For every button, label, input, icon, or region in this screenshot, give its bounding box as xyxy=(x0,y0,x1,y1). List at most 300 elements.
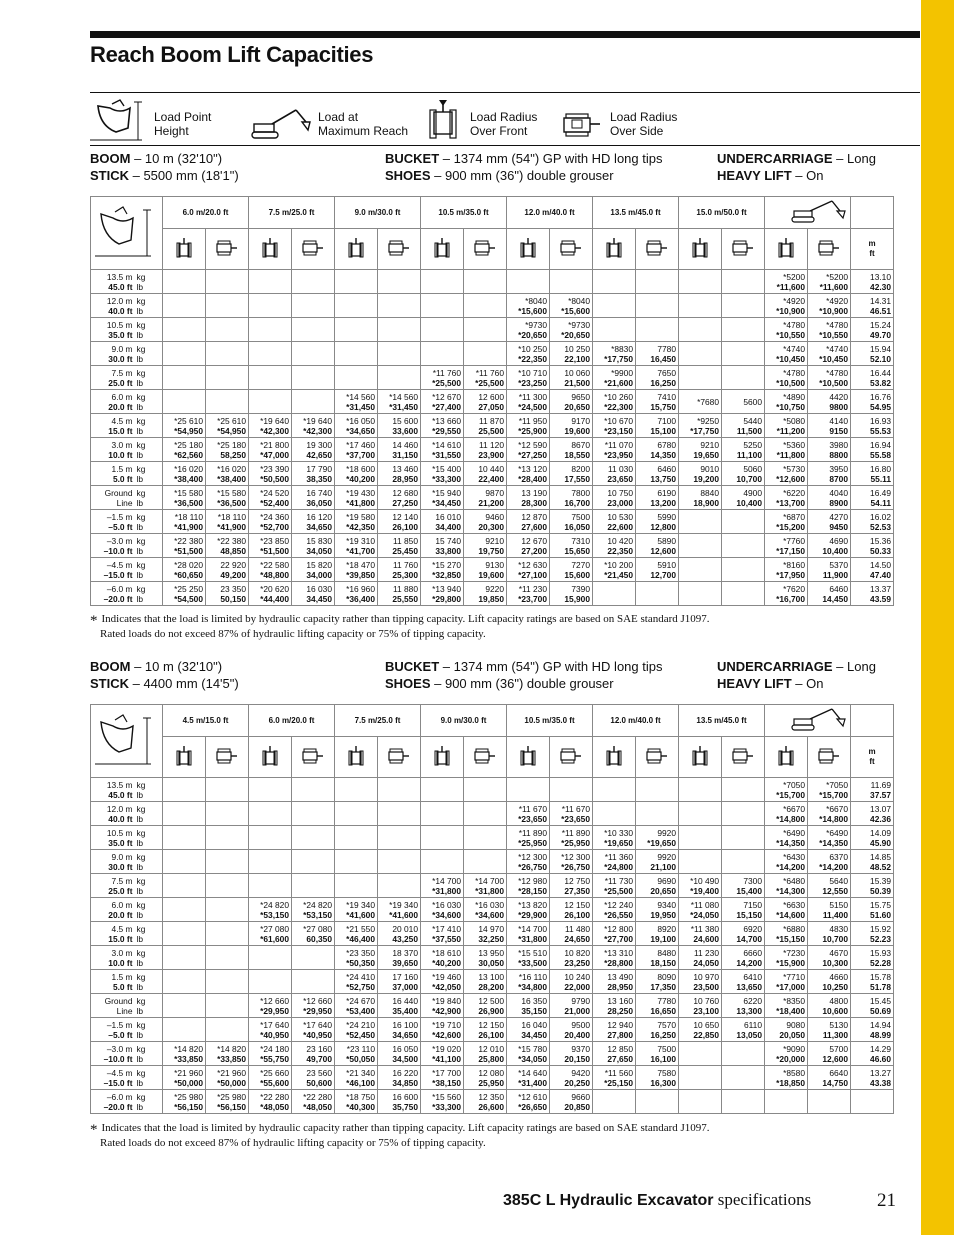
load-radius-front-icon xyxy=(507,737,550,778)
capacity-cell xyxy=(421,342,464,366)
capacity-cell: 5700 12,600 xyxy=(808,1042,851,1066)
capacity-cell xyxy=(378,874,421,898)
capacity-cell: 4690 10,400 xyxy=(808,534,851,558)
capacity-cell xyxy=(378,826,421,850)
capacity-cell: *7050 *15,700 xyxy=(765,778,808,802)
capacity-cell: 9870 21,200 xyxy=(464,486,507,510)
capacity-cell: *15 510 *33,500 xyxy=(507,946,550,970)
capacity-cell: 16 050 34,500 xyxy=(378,1042,421,1066)
unit-cell: kg lb xyxy=(135,510,163,534)
capacity-cell xyxy=(722,582,765,606)
table-row xyxy=(91,438,894,462)
capacity-cell xyxy=(206,1018,249,1042)
capacity-cell: *8830 *17,750 xyxy=(593,342,636,366)
capacity-cell xyxy=(679,318,722,342)
capacity-cell xyxy=(421,270,464,294)
capacity-cell: 13 190 28,300 xyxy=(507,486,550,510)
capacity-cell xyxy=(206,898,249,922)
capacity-cell: *12 660 *29,950 xyxy=(249,994,292,1018)
capacity-cell: *8160 *17,950 xyxy=(765,558,808,582)
capacity-cell xyxy=(464,826,507,850)
load-height-cell: 3.0 m 10.0 ft xyxy=(91,438,135,462)
unit-cell: kg lb xyxy=(135,778,163,802)
radius-header: 12.0 m/40.0 ft xyxy=(593,705,679,737)
capacity-cell: *16 030 *34,600 xyxy=(421,898,464,922)
capacity-cell: 16 440 35,400 xyxy=(378,994,421,1018)
max-reach-cell: 15.36 50.33 xyxy=(851,534,894,558)
capacity-cell: *11 070 *23,950 xyxy=(593,438,636,462)
table-row xyxy=(91,826,894,850)
capacity-cell: *11 890 *25,950 xyxy=(507,826,550,850)
capacity-cell: *11 380 24,600 xyxy=(679,922,722,946)
capacity-cell xyxy=(292,390,335,414)
capacity-cell: 9170 19,600 xyxy=(550,414,593,438)
capacity-cell: *4780 *10,550 xyxy=(808,318,851,342)
capacity-cell xyxy=(593,318,636,342)
capacity-cell: 6780 14,350 xyxy=(636,438,679,462)
capacity-cell: *9090 *20,000 xyxy=(765,1042,808,1066)
load-height-cell: 6.0 m 20.0 ft xyxy=(91,898,135,922)
yellow-side-band xyxy=(921,0,954,1235)
capacity-cell xyxy=(249,946,292,970)
capacity-cell: *25 180 *62,560 xyxy=(163,438,206,462)
capacity-cell xyxy=(593,778,636,802)
capacity-cell: 14 460 31,150 xyxy=(378,438,421,462)
capacity-cell: *6480 *14,300 xyxy=(765,874,808,898)
capacity-cell: *15 580 *36,500 xyxy=(206,486,249,510)
max-reach-cell: 16.94 55.58 xyxy=(851,438,894,462)
load-radius-front-icon xyxy=(593,229,636,270)
capacity-cell: *17 460 *37,700 xyxy=(335,438,378,462)
capacity-cell: *17 640 *40,950 xyxy=(292,1018,335,1042)
capacity-cell: *25 660 *55,600 xyxy=(249,1066,292,1090)
load-radius-side-icon xyxy=(292,229,335,270)
capacity-cell xyxy=(163,898,206,922)
capacity-cell: *16 960 *36,400 xyxy=(335,582,378,606)
capacity-cell xyxy=(722,1090,765,1114)
capacity-cell xyxy=(722,366,765,390)
capacity-cell: *5730 *12,600 xyxy=(765,462,808,486)
capacity-cell: *18 470 *39,850 xyxy=(335,558,378,582)
capacity-cell: *15 940 *34,450 xyxy=(421,486,464,510)
capacity-cell: *13 660 *29,550 xyxy=(421,414,464,438)
capacity-cell: *18 110 *41,900 xyxy=(163,510,206,534)
capacity-cell: 5060 10,700 xyxy=(722,462,765,486)
capacity-cell: *5080 *11,200 xyxy=(765,414,808,438)
capacity-cell xyxy=(507,778,550,802)
capacity-cell xyxy=(249,270,292,294)
load-radius-front-icon xyxy=(249,737,292,778)
max-reach-cell: 15.93 52.28 xyxy=(851,946,894,970)
capacity-cell xyxy=(335,874,378,898)
icon-header-row xyxy=(91,229,894,270)
capacity-cell: *10 260 *22,300 xyxy=(593,390,636,414)
capacity-cell xyxy=(335,802,378,826)
capacity-cell xyxy=(335,342,378,366)
capacity-cell: *13 310 *28,800 xyxy=(593,946,636,970)
max-reach-cell: 15.92 52.23 xyxy=(851,922,894,946)
max-reach-cell: 15.39 50.39 xyxy=(851,874,894,898)
capacity-cell xyxy=(292,970,335,994)
capacity-cell: *11 670 *23,650 xyxy=(507,802,550,826)
load-radius-front-icon xyxy=(421,737,464,778)
table-row xyxy=(91,294,894,318)
capacity-cell: 6920 14,700 xyxy=(722,922,765,946)
capacity-cell: 10 760 23,100 xyxy=(679,994,722,1018)
legend-bottom-rule xyxy=(90,145,920,146)
capacity-cell: *19 640 *42,300 xyxy=(249,414,292,438)
capacity-cell: 12 140 26,100 xyxy=(378,510,421,534)
capacity-cell: *12 240 *26,550 xyxy=(593,898,636,922)
capacity-cell: 12 080 25,950 xyxy=(464,1066,507,1090)
load-radius-side-icon xyxy=(808,229,851,270)
unit-cell: kg lb xyxy=(135,874,163,898)
capacity-cell xyxy=(679,294,722,318)
capacity-cell: *18 600 *40,200 xyxy=(335,462,378,486)
load-radius-side-icon xyxy=(562,98,602,142)
capacity-cell xyxy=(421,802,464,826)
capacity-cell: 15 830 34,050 xyxy=(292,534,335,558)
capacity-cell: *10 200 *21,450 xyxy=(593,558,636,582)
load-radius-front-icon xyxy=(765,737,808,778)
capacity-cell: 10 970 23,500 xyxy=(679,970,722,994)
capacity-cell: 15 600 33,600 xyxy=(378,414,421,438)
capacity-cell: 3950 8700 xyxy=(808,462,851,486)
load-radius-side-icon xyxy=(722,229,765,270)
load-radius-front-icon xyxy=(765,229,808,270)
capacity-cell: *6630 *14,600 xyxy=(765,898,808,922)
load-height-cell: –1.5 m –5.0 ft xyxy=(91,510,135,534)
capacity-cell: *11 890 *25,950 xyxy=(550,826,593,850)
unit-cell: kg lb xyxy=(135,970,163,994)
capacity-cell xyxy=(464,270,507,294)
table-row xyxy=(91,1042,894,1066)
capacity-cell xyxy=(206,826,249,850)
radius-header: 13.5 m/45.0 ft xyxy=(593,197,679,229)
capacity-cell xyxy=(636,802,679,826)
capacity-cell: *24 180 *55,750 xyxy=(249,1042,292,1066)
page-title: Reach Boom Lift Capacities xyxy=(90,42,374,67)
capacity-cell: 4900 10,400 xyxy=(722,486,765,510)
load-height-cell: –1.5 m –5.0 ft xyxy=(91,1018,135,1042)
capacity-cell: 7390 15,900 xyxy=(550,582,593,606)
max-reach-cell: 14.85 48.52 xyxy=(851,850,894,874)
capacity-cell: 5910 12,700 xyxy=(636,558,679,582)
unit-cell: kg lb xyxy=(135,994,163,1018)
capacity-cell xyxy=(163,874,206,898)
capacity-cell: *12 300 *26,750 xyxy=(507,850,550,874)
capacity-cell: *11 080 *24,050 xyxy=(679,898,722,922)
capacity-cell xyxy=(421,318,464,342)
radius-header-row xyxy=(91,197,894,229)
lift-capacity-table-1 xyxy=(90,196,894,606)
capacity-cell: 14 970 32,250 xyxy=(464,922,507,946)
capacity-cell: 11 120 23,900 xyxy=(464,438,507,462)
capacity-cell: 12 750 27,350 xyxy=(550,874,593,898)
table-row xyxy=(91,366,894,390)
load-height-cell: –4.5 m –15.0 ft xyxy=(91,1066,135,1090)
capacity-cell: *25 250 *54,500 xyxy=(163,582,206,606)
legend-item-load-max-reach xyxy=(250,96,420,142)
capacity-cell xyxy=(679,582,722,606)
capacity-cell xyxy=(679,802,722,826)
capacity-cell xyxy=(206,366,249,390)
capacity-cell: 7650 16,250 xyxy=(636,366,679,390)
unit-cell: kg lb xyxy=(135,414,163,438)
capacity-cell: 12 940 27,800 xyxy=(593,1018,636,1042)
load-height-cell: 12.0 m 40.0 ft xyxy=(91,802,135,826)
table-row xyxy=(91,558,894,582)
capacity-cell: 9210 19,750 xyxy=(464,534,507,558)
unit-cell: kg lb xyxy=(135,922,163,946)
capacity-cell: *4920 *10,900 xyxy=(765,294,808,318)
capacity-cell: 10 530 22,600 xyxy=(593,510,636,534)
unit-cell: kg lb xyxy=(135,1066,163,1090)
capacity-cell: 4670 10,300 xyxy=(808,946,851,970)
load-radius-side-icon xyxy=(206,229,249,270)
capacity-cell xyxy=(335,270,378,294)
capacity-cell: *12 630 *27,100 xyxy=(507,558,550,582)
capacity-cell: 6410 13,650 xyxy=(722,970,765,994)
table-row xyxy=(91,970,894,994)
capacity-cell: 7580 16,300 xyxy=(636,1066,679,1090)
radius-header: 9.0 m/30.0 ft xyxy=(335,197,421,229)
legend-item-load-point-height xyxy=(90,96,240,142)
capacity-cell xyxy=(679,826,722,850)
capacity-cell: *11 560 *25,150 xyxy=(593,1066,636,1090)
capacity-cell: 9010 19,200 xyxy=(679,462,722,486)
unit-cell: kg lb xyxy=(135,270,163,294)
unit-cell: kg lb xyxy=(135,898,163,922)
capacity-cell: *8040 *15,600 xyxy=(550,294,593,318)
capacity-cell: 5370 11,900 xyxy=(808,558,851,582)
capacity-cell: 4270 9450 xyxy=(808,510,851,534)
capacity-cell: 6460 14,450 xyxy=(808,582,851,606)
capacity-cell: *24 820 *53,150 xyxy=(292,898,335,922)
capacity-cell xyxy=(292,270,335,294)
footnote-2: * Indicates that the load is limited by hydraulic capacity rather than tipping capacity. Lift capacity ratings are based on SAE standard J1097. Rated loads do not exceed 87% of hydraulic lifting capacity or 75% of tipping capacity. xyxy=(90,1122,710,1149)
max-reach-cell: 14.94 48.99 xyxy=(851,1018,894,1042)
capacity-cell xyxy=(593,294,636,318)
capacity-cell: *14 820 *33,850 xyxy=(163,1042,206,1066)
capacity-cell: 15 740 33,800 xyxy=(421,534,464,558)
capacity-cell: *23 850 *51,500 xyxy=(249,534,292,558)
capacity-cell: 15 820 34,000 xyxy=(292,558,335,582)
table-row xyxy=(91,994,894,1018)
capacity-cell xyxy=(335,294,378,318)
table-row xyxy=(91,802,894,826)
max-reach-cell: 11.69 37.57 xyxy=(851,778,894,802)
capacity-cell xyxy=(593,802,636,826)
capacity-cell xyxy=(249,874,292,898)
capacity-cell xyxy=(765,1090,808,1114)
capacity-cell: 10 820 23,250 xyxy=(550,946,593,970)
capacity-cell: *12 300 *26,750 xyxy=(550,850,593,874)
capacity-cell: *11 760 *25,500 xyxy=(464,366,507,390)
capacity-cell: *4920 *10,900 xyxy=(808,294,851,318)
capacity-cell: *22 280 *48,050 xyxy=(249,1090,292,1114)
unit-cell: kg lb xyxy=(135,1042,163,1066)
capacity-cell: 6220 13,300 xyxy=(722,994,765,1018)
capacity-cell xyxy=(163,802,206,826)
load-radius-front-icon xyxy=(335,229,378,270)
table-row xyxy=(91,850,894,874)
capacity-cell: *4740 *10,450 xyxy=(808,342,851,366)
load-radius-side-icon xyxy=(722,737,765,778)
capacity-cell: 7800 16,700 xyxy=(550,486,593,510)
capacity-cell: *9730 *20,650 xyxy=(550,318,593,342)
capacity-cell xyxy=(292,294,335,318)
capacity-cell: *15 580 *36,500 xyxy=(163,486,206,510)
capacity-cell xyxy=(206,874,249,898)
capacity-cell: 18 370 39,650 xyxy=(378,946,421,970)
capacity-cell xyxy=(679,778,722,802)
capacity-cell: *19 460 *42,050 xyxy=(421,970,464,994)
capacity-cell xyxy=(249,970,292,994)
capacity-cell xyxy=(249,802,292,826)
capacity-cell: *15 780 *34,050 xyxy=(507,1042,550,1066)
capacity-cell xyxy=(464,318,507,342)
capacity-cell: *15 560 *33,300 xyxy=(421,1090,464,1114)
capacity-cell: 11 030 23,650 xyxy=(593,462,636,486)
capacity-cell xyxy=(249,826,292,850)
radius-header: 7.5 m/25.0 ft xyxy=(335,705,421,737)
capacity-cell xyxy=(335,318,378,342)
capacity-cell xyxy=(206,390,249,414)
capacity-cell: 12 670 27,200 xyxy=(507,534,550,558)
capacity-cell xyxy=(550,778,593,802)
load-radius-side-icon xyxy=(550,229,593,270)
capacity-cell: *6670 *14,800 xyxy=(765,802,808,826)
capacity-cell: *23 350 *50,350 xyxy=(335,946,378,970)
load-radius-side-icon xyxy=(206,737,249,778)
capacity-cell: 19 300 42,650 xyxy=(292,438,335,462)
table-row xyxy=(91,342,894,366)
radius-header: 15.0 m/50.0 ft xyxy=(679,197,765,229)
load-height-cell: –6.0 m –20.0 ft xyxy=(91,582,135,606)
load-radius-front-icon xyxy=(679,737,722,778)
load-height-cell: 1.5 m 5.0 ft xyxy=(91,970,135,994)
capacity-cell: 9210 19,650 xyxy=(679,438,722,462)
capacity-cell: *10 490 *19,400 xyxy=(679,874,722,898)
reach-unit-header: m ft xyxy=(851,229,894,270)
capacity-cell: 16 100 34,650 xyxy=(378,1018,421,1042)
unit-cell: kg lb xyxy=(135,366,163,390)
capacity-cell: 11 880 25,550 xyxy=(378,582,421,606)
capacity-cell xyxy=(163,946,206,970)
capacity-cell: *23 390 *50,500 xyxy=(249,462,292,486)
capacity-cell xyxy=(378,778,421,802)
capacity-cell: 7310 15,650 xyxy=(550,534,593,558)
load-at-max-reach-icon xyxy=(250,98,314,142)
max-reach-cell: 16.93 55.53 xyxy=(851,414,894,438)
table-row xyxy=(91,390,894,414)
capacity-cell xyxy=(292,366,335,390)
capacity-cell: *24 670 *53,400 xyxy=(335,994,378,1018)
capacity-cell: 9660 20,850 xyxy=(550,1090,593,1114)
capacity-cell: 16 010 34,400 xyxy=(421,510,464,534)
reach-unit-header: m ft xyxy=(851,737,894,778)
capacity-cell: 4830 10,700 xyxy=(808,922,851,946)
capacity-cell: 23 160 49,700 xyxy=(292,1042,335,1066)
unit-cell: kg lb xyxy=(135,802,163,826)
capacity-cell: *24 360 *52,700 xyxy=(249,510,292,534)
spec-bucket-shoes-2: BUCKET – 1374 mm (54") GP with HD long tips SHOES – 900 mm (36") double grouser xyxy=(385,659,663,691)
capacity-cell xyxy=(378,802,421,826)
capacity-cell: *6880 *15,150 xyxy=(765,922,808,946)
capacity-cell xyxy=(378,270,421,294)
capacity-cell xyxy=(249,366,292,390)
capacity-cell: 11 850 25,450 xyxy=(378,534,421,558)
legend-item-radius-front xyxy=(428,96,568,142)
capacity-cell: *22 380 48,850 xyxy=(206,534,249,558)
capacity-cell: *21 960 *50,000 xyxy=(163,1066,206,1090)
radius-header: 4.5 m/15.0 ft xyxy=(163,705,249,737)
load-radius-side-icon xyxy=(292,737,335,778)
capacity-cell xyxy=(722,294,765,318)
capacity-cell: 10 250 22,100 xyxy=(550,342,593,366)
capacity-cell xyxy=(163,390,206,414)
capacity-cell xyxy=(722,1066,765,1090)
capacity-cell xyxy=(292,946,335,970)
capacity-cell xyxy=(163,826,206,850)
unit-cell: kg lb xyxy=(135,558,163,582)
capacity-cell: 5440 11,500 xyxy=(722,414,765,438)
capacity-cell: *18 110 *41,900 xyxy=(206,510,249,534)
capacity-cell xyxy=(808,1090,851,1114)
capacity-cell xyxy=(206,994,249,1018)
capacity-cell: *16 020 *38,400 xyxy=(206,462,249,486)
capacity-cell: 7410 15,750 xyxy=(636,390,679,414)
capacity-cell xyxy=(679,1042,722,1066)
capacity-cell: 12 500 26,900 xyxy=(464,994,507,1018)
capacity-cell: *19 640 *42,300 xyxy=(292,414,335,438)
capacity-cell xyxy=(679,270,722,294)
capacity-cell: *13 940 *29,800 xyxy=(421,582,464,606)
capacity-cell: *7050 *15,700 xyxy=(808,778,851,802)
capacity-cell: 12 850 27,650 xyxy=(593,1042,636,1066)
max-reach-cell: 15.75 51.60 xyxy=(851,898,894,922)
capacity-cell: *19 840 *42,900 xyxy=(421,994,464,1018)
capacity-cell xyxy=(679,558,722,582)
capacity-cell xyxy=(464,294,507,318)
capacity-cell xyxy=(550,270,593,294)
spec-boom-stick-1: BOOM – 10 m (32'10") STICK – 5500 mm (18'1") xyxy=(90,151,239,183)
capacity-cell: *6870 *15,200 xyxy=(765,510,808,534)
capacity-cell: *17 640 *40,950 xyxy=(249,1018,292,1042)
capacity-cell: 16 120 34,650 xyxy=(292,510,335,534)
capacity-cell xyxy=(206,778,249,802)
capacity-cell: 16 030 34,450 xyxy=(292,582,335,606)
table-row xyxy=(91,486,894,510)
max-reach-cell: 14.09 45.90 xyxy=(851,826,894,850)
capacity-cell: 13 950 30,050 xyxy=(464,946,507,970)
max-reach-cell: 15.45 50.69 xyxy=(851,994,894,1018)
load-at-max-reach-icon xyxy=(790,218,848,227)
capacity-cell: *6220 *13,700 xyxy=(765,486,808,510)
capacity-cell xyxy=(335,826,378,850)
capacity-cell xyxy=(292,778,335,802)
capacity-cell: *19 020 *41,100 xyxy=(421,1042,464,1066)
capacity-cell: *6670 *14,800 xyxy=(808,802,851,826)
capacity-cell: 5990 12,800 xyxy=(636,510,679,534)
table-row xyxy=(91,270,894,294)
capacity-cell xyxy=(421,850,464,874)
capacity-cell xyxy=(163,1018,206,1042)
max-reach-cell: 13.27 43.38 xyxy=(851,1066,894,1090)
capacity-cell xyxy=(464,778,507,802)
max-reach-cell: 16.76 54.95 xyxy=(851,390,894,414)
